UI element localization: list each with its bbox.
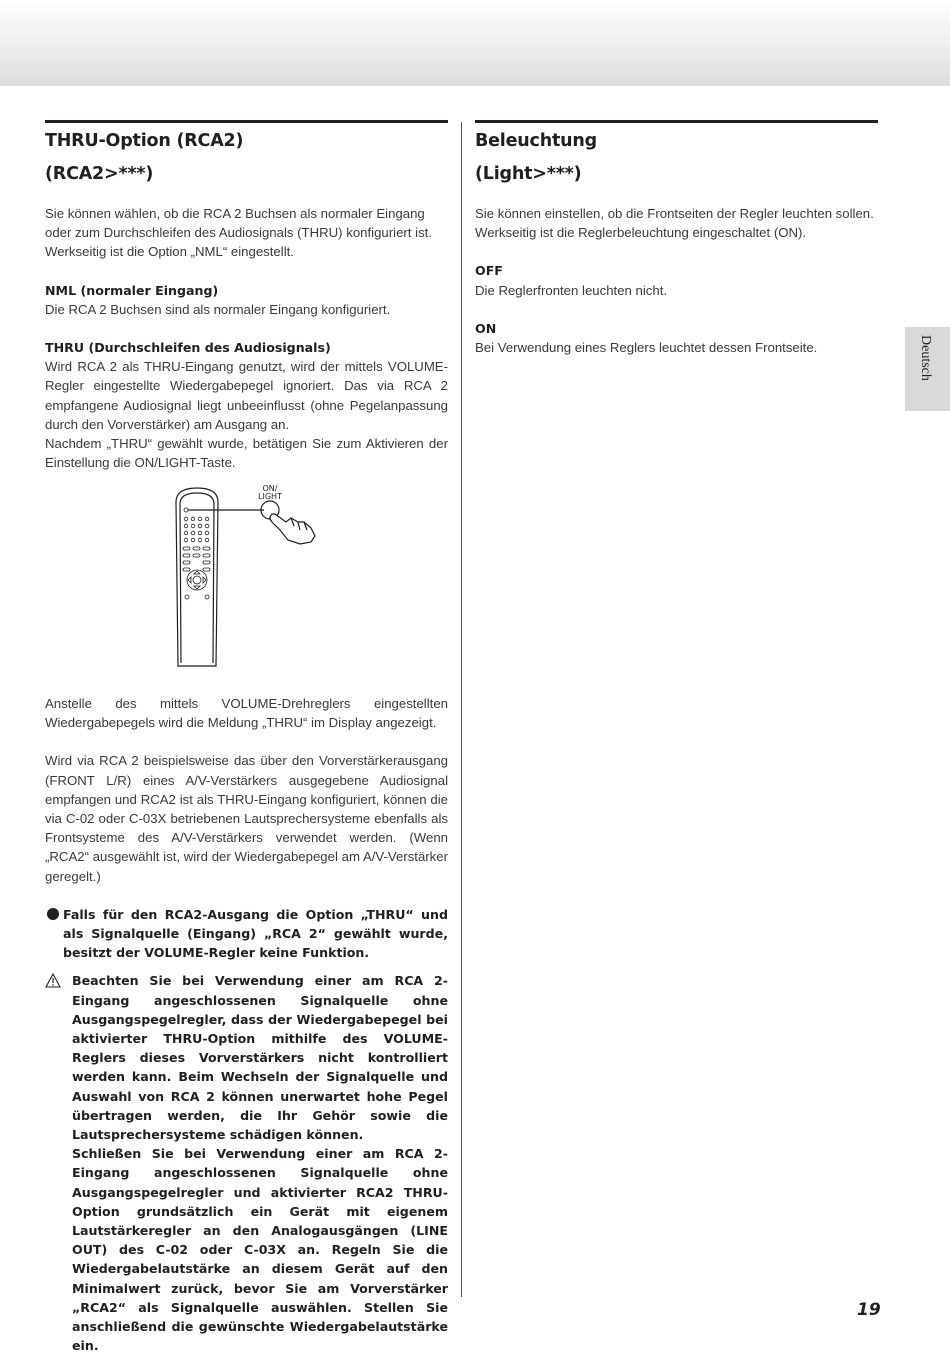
section-title-light: Beleuchtung (475, 131, 597, 151)
left-column (45, 120, 448, 472)
warning-text-2: Schließen Sie bei Verwendung einer am RCA 2-Eingang angeschlossenen Signalquelle ohne Ausgangspegelregler und aktivierter RCA2 THRU-Option grundsätzlich ein Gerät mit eigenem Lautstärkeregler an den Analogausgängen (LINE OUT) des C-02 oder C-03X an. Regeln Sie die Wiedergabelautstärke an diesem Gerät auf den Minimalwert zurück, bevor Sie am Vorverstärker „RCA2“ als Signalquelle auswählen. Stellen Sie anschließend die gewünschte Wiedergabelautstärke ein. (72, 1146, 448, 1354)
off-label: OFF (475, 263, 503, 279)
thru-label: THRU (Durchschleifen des Audiosignals) (45, 340, 331, 356)
section-rule (45, 120, 448, 123)
section-title-thru: THRU-Option (RCA2) (45, 131, 244, 151)
thru-text: Wird RCA 2 als THRU-Eingang genutzt, wird der mittels VOLUME-Regler eingestellte Wiedergabepegel ignoriert. Das via RCA 2 empfangene Audiosignal liegt unbeeinflusst (ohne Pegelanpassung durch den Vorverstärker) am Ausgang an. (45, 359, 448, 432)
language-tab (905, 327, 950, 411)
nml-label: NML (normaler Eingang) (45, 282, 219, 298)
illus-label-on: ON/ (262, 484, 278, 493)
right-column (475, 120, 878, 357)
warning-block (45, 971, 448, 1355)
warning-text-1: Beachten Sie bei Verwendung einer am RCA 2-Eingang angeschlossenen Signalquelle ohne Ausgangspegelregler, dass der Wiedergabepegel bei aktivierter THRU-Option mithilfe des VOLUME-Reglers dieses Vorverstärkers nicht kontrolliert werden kann. Beim Wechseln der Signalquelle und Auswahl von RCA 2 können unerwartet hohe Pegel übertragen werden, die Ihr Gehör sowie die Lautsprechersysteme schädigen können. (72, 973, 448, 1143)
section-subtitle-thru: (RCA2>***) (45, 164, 154, 184)
bullet-note-text: Falls für den RCA2-Ausgang die Option „THRU“ und als Signalquelle (Eingang) „RCA 2“ gewählt wurde, besitzt der VOLUME-Regler keine Funktion. (63, 906, 448, 961)
on-label: ON (475, 320, 497, 336)
display-paragraph: Anstelle des mittels VOLUME-Drehreglers eingestellten Wiedergabepegels wird die Meldung „THRU“ im Display angezeigt. (45, 696, 448, 731)
section-rule (475, 120, 878, 123)
language-tab-label: Deutsch (918, 335, 933, 381)
thru-text-activate: Nachdem „THRU“ gewählt wurde, betätigen Sie zum Aktivieren der Einstellung die ON/LIGHT-Taste. (45, 436, 448, 471)
page-number: 19 (857, 1300, 881, 1320)
illus-label-light: LIGHT (258, 492, 282, 501)
bullet-icon (47, 908, 59, 920)
warning-triangle-icon (45, 973, 61, 993)
left-column-lower (45, 694, 448, 1356)
finger-pressing-icon (261, 501, 315, 544)
header-band (0, 0, 950, 86)
remote-control-drawing (160, 480, 360, 670)
example-paragraph: Wird via RCA 2 beispielsweise das über den Vorverstärkerausgang (FRONT L/R) eines A/V-Verstärkers ausgegebene Audiosignal empfangen und RCA2 ist als THRU-Eingang konfiguriert, können die via C-02 oder C-03X betriebenen Lautsprechersysteme ebenfalls als Frontsysteme des A/V-Verstärkers verwendet werden. (Wenn „RCA2“ ausgewählt ist, wird der Wiedergabepegel am A/V-Verstärker geregelt.) (45, 753, 448, 884)
bullet-note (45, 905, 448, 963)
column-divider (461, 122, 462, 1297)
off-text: Die Reglerfronten leuchten nicht. (475, 282, 668, 298)
section-subtitle-light: (Light>***) (475, 164, 582, 184)
nml-text: Die RCA 2 Buchsen sind als normaler Eingang konfiguriert. (45, 301, 391, 317)
on-text: Bei Verwendung eines Reglers leuchtet dessen Frontseite. (475, 340, 818, 356)
remote-illustration (160, 480, 360, 675)
thru-intro: Sie können wählen, ob die RCA 2 Buchsen als normaler Eingang oder zum Durchschleifen des Audiosignals (THRU) konfiguriert ist. Werkseitig ist die Option „NML“ eingestellt. (45, 206, 432, 260)
light-intro: Sie können einstellen, ob die Frontseiten der Regler leuchten sollen. Werkseitig ist die Reglerbeleuchtung eingeschaltet (ON). (475, 206, 874, 241)
